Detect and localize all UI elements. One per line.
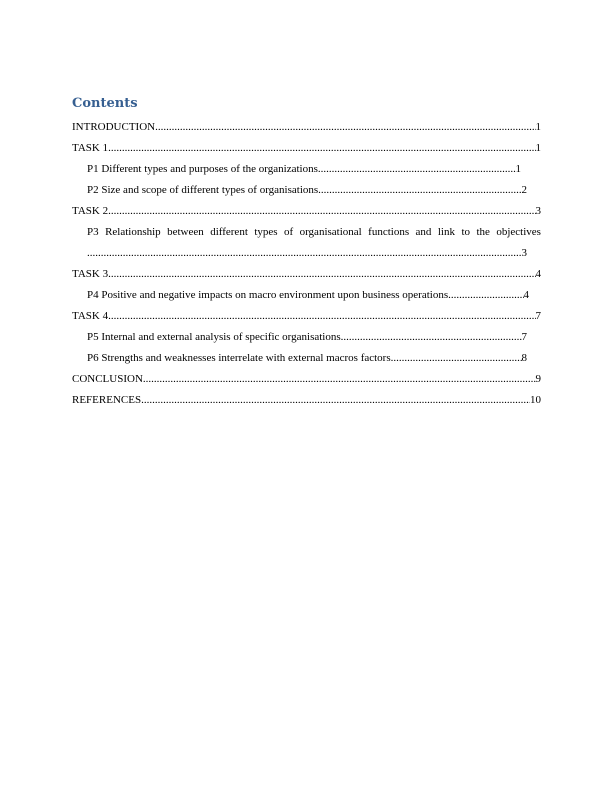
dot-leader (318, 180, 521, 201)
dot-leader (87, 243, 522, 264)
toc-entry-label: CONCLUSION (72, 373, 143, 385)
toc-entry-label: REFERENCES (72, 394, 142, 406)
toc-entry-label: TASK 3 (72, 268, 109, 280)
dot-leader (108, 201, 535, 222)
toc-entry-page: 7 (521, 331, 527, 343)
dot-leader (448, 285, 523, 306)
toc-entry-p4[interactable] (87, 285, 529, 306)
toc-entry-task-4[interactable] (72, 306, 541, 327)
toc-entry-label: TASK 1 (72, 142, 109, 154)
toc-entry-page: 7 (535, 310, 541, 322)
toc-entry-label: INTRODUCTION (72, 121, 156, 133)
toc-entry-page: 1 (515, 163, 521, 175)
toc-entry-label: P5 Internal and external analysis of specific organisations (87, 331, 341, 343)
toc-entry-label: P6 Strengths and weaknesses interrelate with external macros factors (87, 352, 391, 364)
toc-word: of (283, 226, 294, 238)
toc-word: between (167, 226, 204, 238)
toc-entry-page: 4 (523, 289, 529, 301)
dot-leader (143, 369, 536, 390)
toc-entry-page: 10 (530, 394, 541, 406)
toc-entry-page: 4 (535, 268, 541, 280)
toc-word: to (461, 226, 470, 238)
toc-entry-task-2[interactable] (72, 201, 541, 222)
dot-leader (108, 138, 535, 159)
toc-entry-continuation (87, 243, 527, 264)
dot-leader (108, 306, 535, 327)
toc-entry-page: 8 (521, 352, 527, 364)
toc-entry-p6[interactable] (87, 348, 527, 369)
toc-entry-p3[interactable] (87, 222, 541, 264)
toc-entry-p2[interactable] (87, 180, 527, 201)
toc-word: and (415, 226, 432, 238)
toc-heading: Contents (72, 96, 138, 111)
toc-word: link (437, 226, 455, 238)
toc-entry-task-1[interactable] (72, 138, 541, 159)
toc-entry-p5[interactable] (87, 327, 527, 348)
toc-word: P3 (87, 226, 99, 238)
toc-entry-page: 1 (535, 142, 541, 154)
toc-entry-label: TASK 2 (72, 205, 109, 217)
toc-entry-page: 9 (535, 373, 541, 385)
toc-word: different (210, 226, 248, 238)
dot-leader (318, 159, 516, 180)
toc-word: organisational (299, 226, 362, 238)
toc-entry-task-3[interactable] (72, 264, 541, 285)
toc-word: the (476, 226, 490, 238)
toc-entry-page: 1 (535, 121, 541, 133)
toc-entry-label: TASK 4 (72, 310, 109, 322)
toc-entry-label (87, 222, 541, 243)
dot-leader (108, 264, 535, 285)
toc-entry-page: 3 (521, 247, 527, 259)
toc-entry-p1[interactable] (87, 159, 521, 180)
toc-entry-label: P1 Different types and purposes of the organizations (87, 163, 318, 175)
toc-word: functions (368, 226, 410, 238)
toc-entry-label: P2 Size and scope of different types of organisations (87, 184, 319, 196)
toc-entry-label: P4 Positive and negative impacts on macro environment upon business operations (87, 289, 449, 301)
toc-word: Relationship (105, 226, 161, 238)
dot-leader (391, 348, 522, 369)
toc-entry-page: 3 (535, 205, 541, 217)
dot-leader (155, 117, 535, 138)
toc-entry-references[interactable] (72, 390, 541, 411)
toc-entry-page: 2 (521, 184, 527, 196)
dot-leader (341, 327, 522, 348)
toc-entry-conclusion[interactable] (72, 369, 541, 390)
toc-word: objectives (496, 226, 541, 238)
table-of-contents (72, 95, 541, 411)
dot-leader (141, 390, 530, 411)
toc-word: types (254, 226, 278, 238)
toc-entry-introduction[interactable] (72, 117, 541, 138)
